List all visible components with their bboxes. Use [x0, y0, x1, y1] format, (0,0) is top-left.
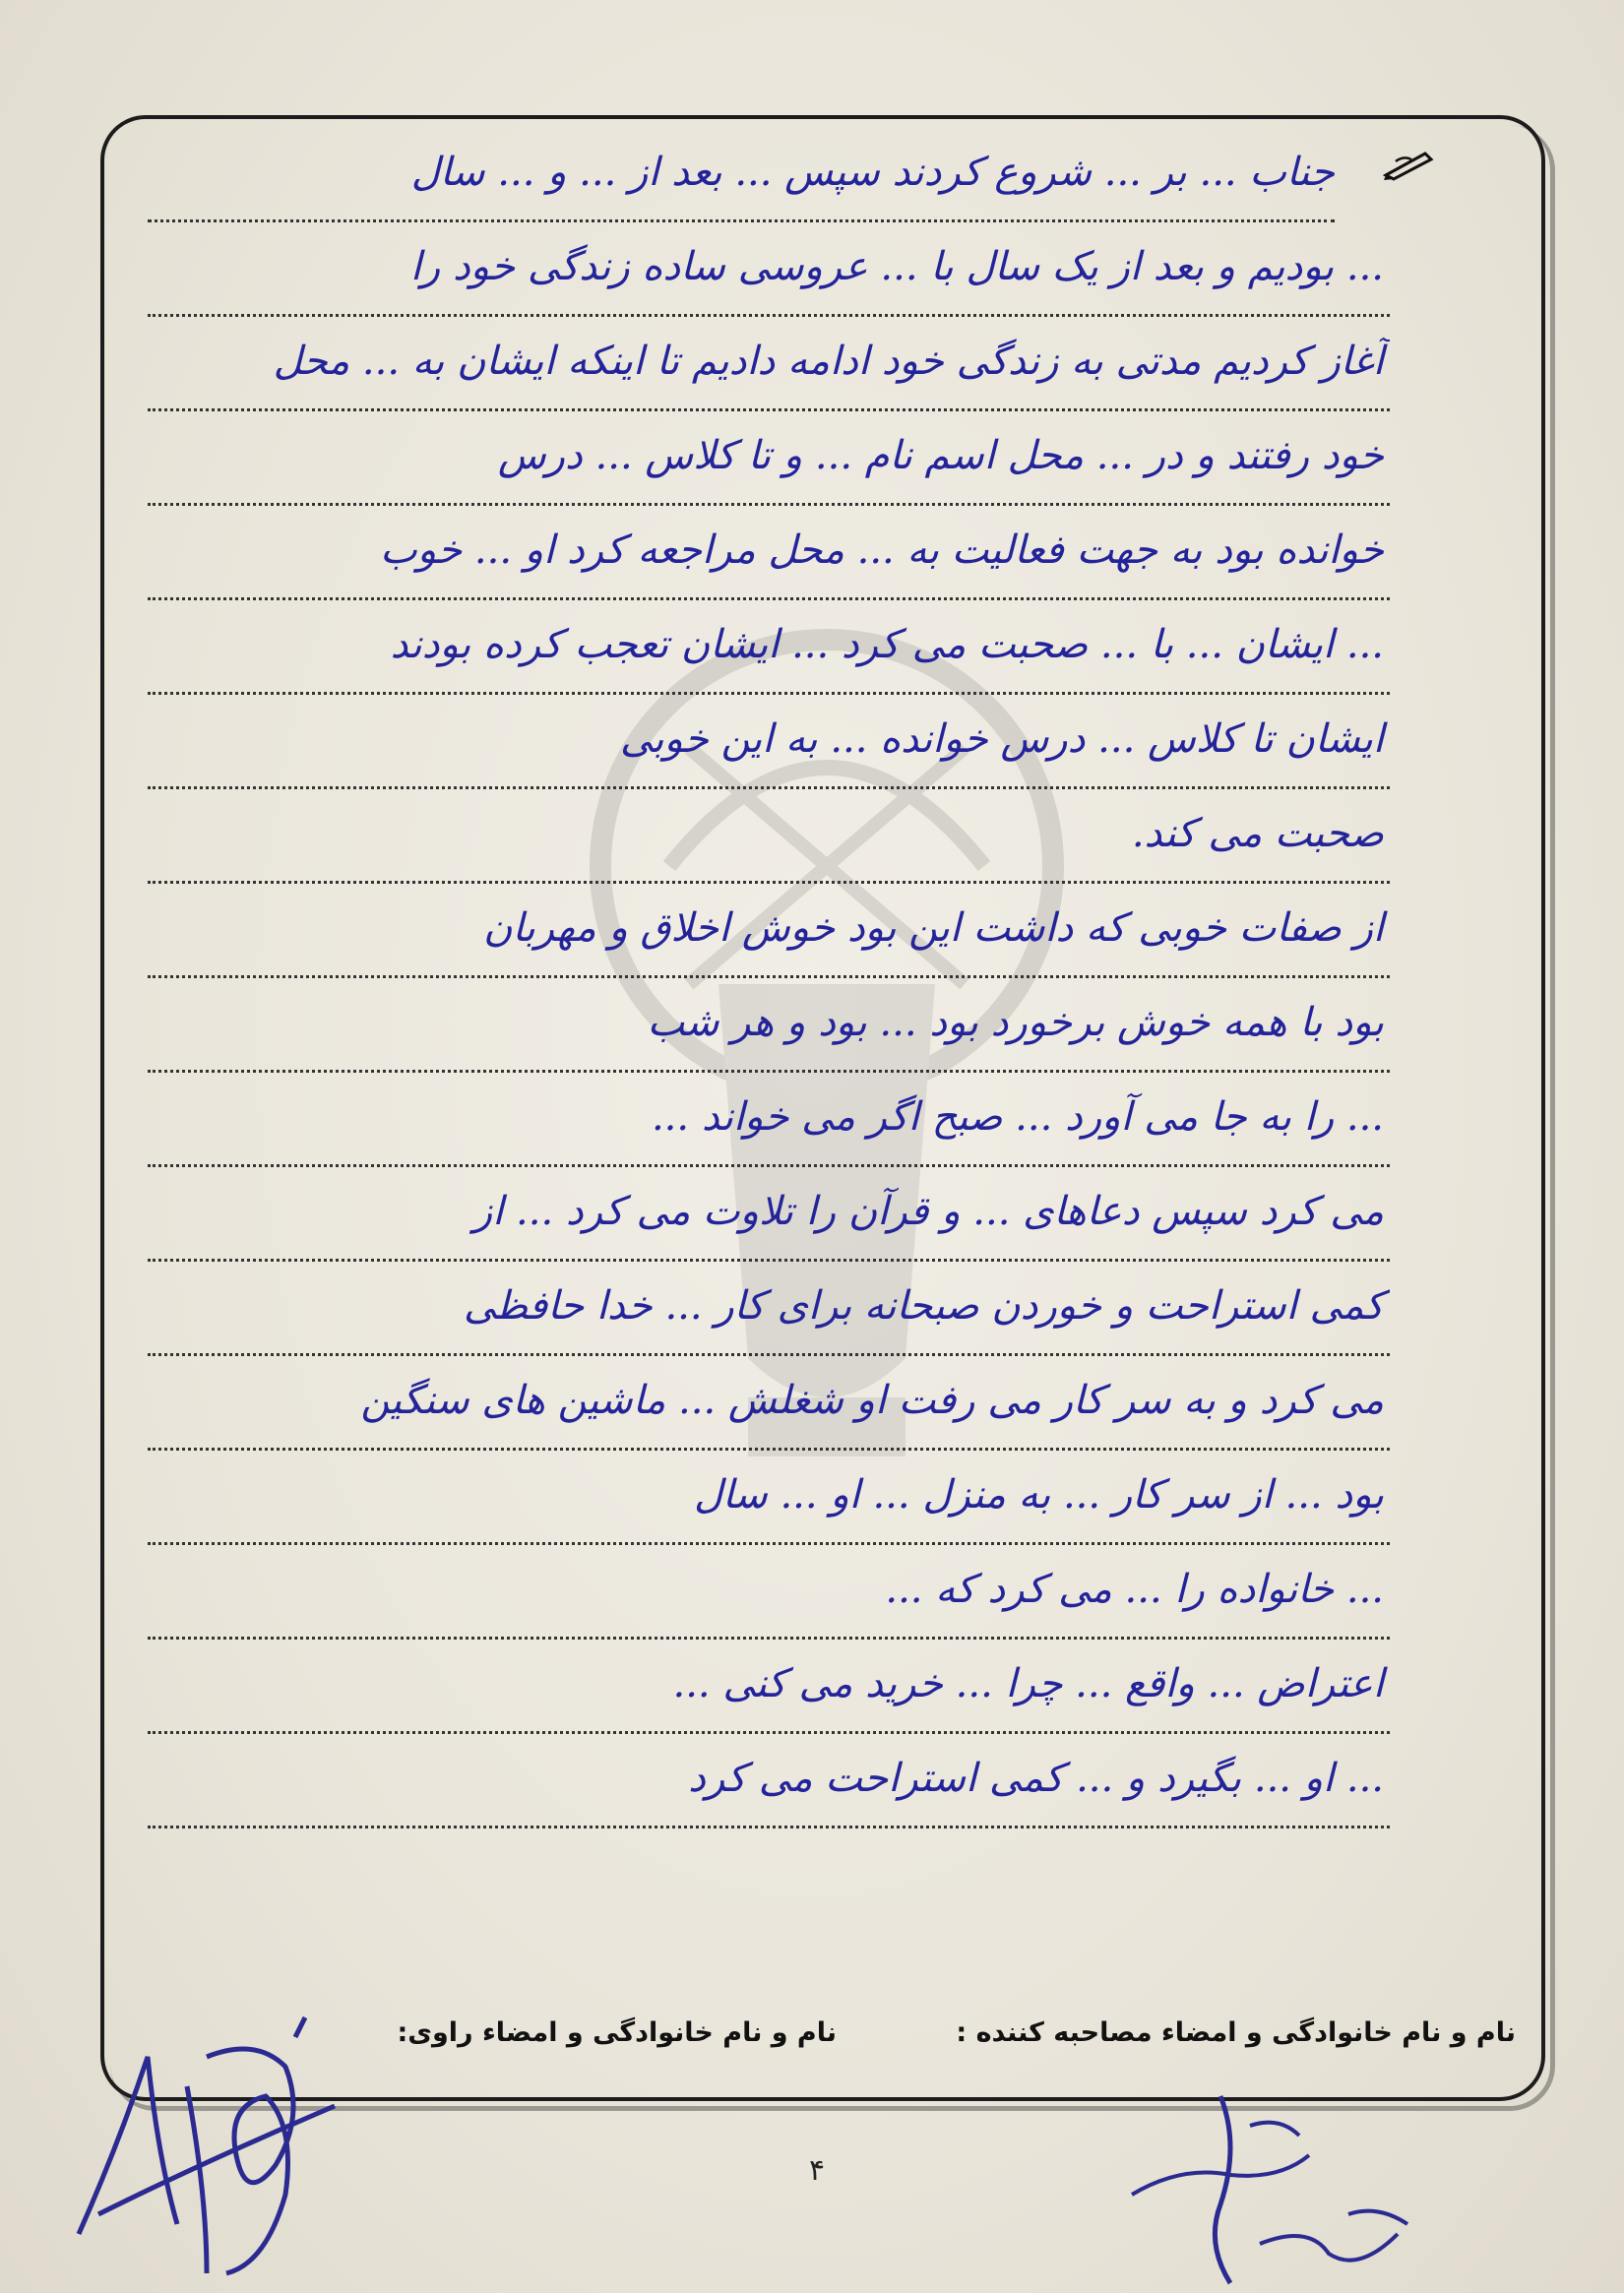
text-line: می کرد سپس دعاهای ... و قرآن را تلاوت می کرد ... از	[148, 1177, 1390, 1262]
text-line: بود ... از سر کار ... به منزل ... او ... سال	[148, 1460, 1390, 1545]
text-line: از صفات خوبی که داشت این بود خوش اخلاق و مهربان	[148, 894, 1390, 978]
text-line: اعتراض ... واقع ... چرا ... خرید می کنی ...	[148, 1649, 1390, 1734]
text-line: ... را به جا می آورد ... صبح اگر می خواند ...	[148, 1083, 1390, 1167]
text-line: ... خانواده را ... می کرد که ...	[148, 1555, 1390, 1640]
text-line: کمی استراحت و خوردن صبحانه برای کار ... خدا حافظی	[148, 1271, 1390, 1356]
handwritten-lines	[148, 138, 1427, 1988]
text-line: آغاز کردیم مدتی به زندگی خود ادامه دادیم تا اینکه ایشان به ... محل	[148, 327, 1390, 411]
interviewer-signature-label: نام و نام خانوادگی و امضاء مصاحبه کننده :	[956, 2017, 1516, 2048]
narrator-signature-icon	[59, 1998, 374, 2293]
text-line: خوانده بود به جهت فعالیت به ... محل مراجعه کرد او ... خوب	[148, 516, 1390, 600]
text-line: جناب ... بر ... شروع کردند سپس ... بعد از ... و ... سال	[148, 138, 1335, 222]
text-line: بود با همه خوش برخورد بود ... بود و هر شب	[148, 988, 1390, 1073]
page-number: ۴	[808, 2153, 826, 2188]
text-line: می کرد و به سر کار می رفت او شغلش ... ماشین های سنگین	[148, 1366, 1390, 1451]
text-line: صحبت می کند.	[148, 799, 1390, 884]
text-line: خود رفتند و در ... محل اسم نام ... و تا کلاس ... درس	[148, 421, 1390, 506]
text-line: ... او ... بگیرد و ... کمی استراحت می کرد	[148, 1744, 1390, 1828]
text-line: ایشان تا کلاس ... درس خوانده ... به این خوبی	[148, 705, 1390, 789]
narrator-signature-label: نام و نام خانوادگی و امضاء راوی:	[397, 2017, 837, 2048]
text-line: ... بودیم و بعد از یک سال با ... عروسی ساده زندگی خود را	[148, 232, 1390, 317]
text-line: ... ایشان ... با ... صحبت می کرد ... ایشان تعجب کرده بودند	[148, 610, 1390, 695]
interviewer-signature-icon	[1112, 2086, 1447, 2293]
